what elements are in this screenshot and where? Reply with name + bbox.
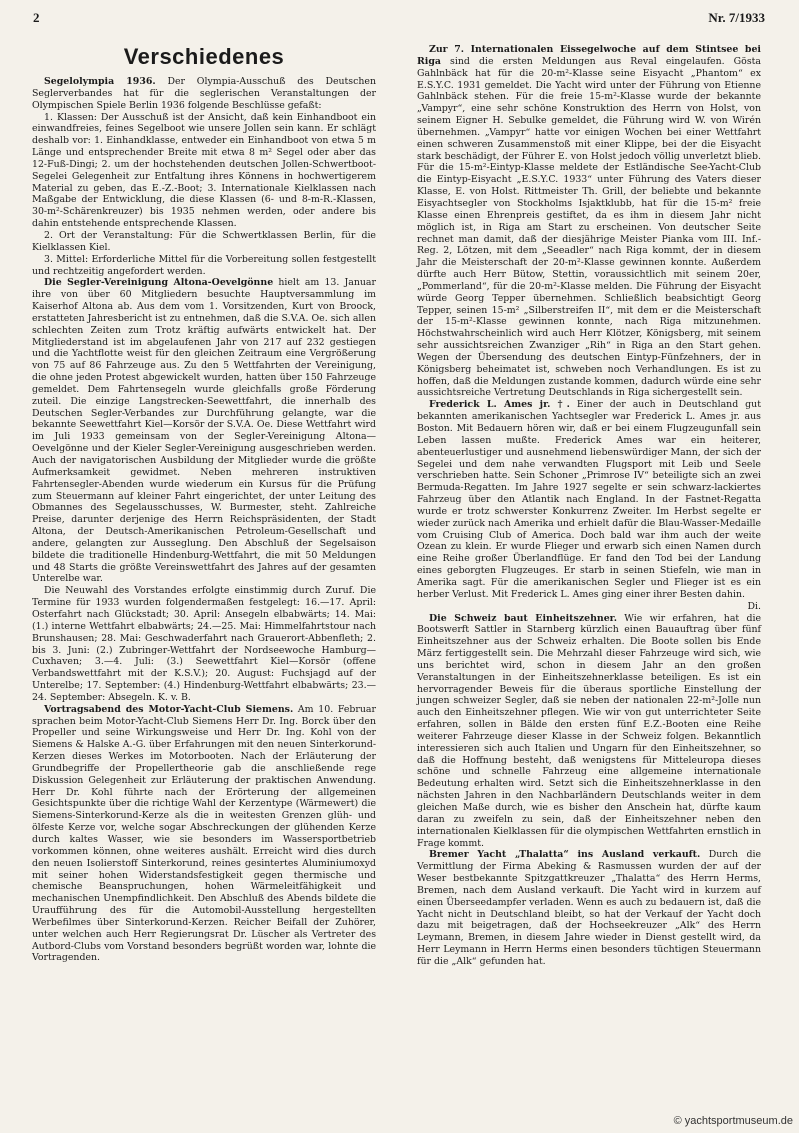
page-title: Verschiedenes bbox=[123, 44, 285, 69]
article-heading: Die Segler-Vereinigung Altona-Oevelgönne bbox=[44, 277, 274, 289]
signature-text: Di. bbox=[747, 600, 761, 612]
paragraph bbox=[417, 613, 761, 850]
paragraph bbox=[417, 849, 761, 967]
paragraph bbox=[417, 44, 761, 399]
paragraph bbox=[32, 112, 376, 230]
paragraph-text: Der Olympia-Ausschuß des Deutschen Seglerverbandes hat für die seglerischen Veranstaltungen der Olympischen Spiele Berlin 1936 folgende Beschlüsse gefaßt: bbox=[32, 76, 376, 111]
paragraph-text: Einer der auch in Deutschland gut bekannten amerikanischen Yachtsegler war Frederick L. Ames jr. aus Boston. Mit Bedauern hören wir, daß er bei einem Flugzeugunfall sein Leben lassen mußte. Frederick Ames war ein heiterer, abenteuerlustiger und ausnehmend liebenswürdiger Mann, der sich der Segelei und dem nahe verwandten Flugsport mit Leib und Seele verschrieben hatte. Sein Schoner „Primrose IV“ beteiligte sich an zwei Bermuda-Regatten. Im Jahre 1927 segelte er sein schwarz-lackiertes Fahrzeug über den Atlantik nach England. In der Fastnet-Regatta wurde er trotz schwerster Konkurrenz Zweiter. Im Herbst segelte er wieder zurück nach Amerika und erhielt dafür die Blau-Wasser-Medaille vom Cruising Club of America. Doch bald war ihm auch der weite Ozean zu klein. Er wurde Flieger und erwarb sich einen Namen durch eine Reihe großer Überlandflüge. Er fand den Tod bei der Landung eines geborgten Flugzeuges. Er starb in seinen Stiefeln, wie man in Amerika sagt. Für die amerikanischen Segler und Flieger ist es ein herber Verlust. Mit Frederick L. Ames ging einer ihrer Besten dahin. bbox=[417, 399, 762, 600]
watermark: © yachtsportmuseum.de bbox=[673, 1115, 793, 1127]
article-heading: Bremer Yacht „Thalatta“ ins Ausland verkauft. bbox=[429, 849, 701, 861]
paragraph-text: 3. Mittel: Erforderliche Mittel für die Vorbereitung sollen festgestellt und rechtzeitig angefordert werden. bbox=[32, 253, 376, 277]
paragraph-text: sind die ersten Meldungen aus Reval eingelaufen. Gösta Gahlnbäck hat für die 20-m²-Klasse seine Eisyacht „Phantom“ ex E.S.Y.C. 1931 gemeldet. Die Yacht wird unter der Führung von Etienne Gahlnbäck stehen. Für die freie 15-m²-Klasse wurde der bekannte „Vampyr“, eine sehr schöne Konstruktion des Herrn von Holst, von seinem Eigner H. Sebulke gemeldet, die Führung wird W. von Wirén übernehmen. „Vampyr“ hatte vor einigen Wochen bei einer Wettfahrt einen schweren Zusammenstoß mit einer Klippe, bei der die Eisyacht stark beschädigt, der Führer E. von Holst jedoch völlig unverletzt blieb. Für die 15-m²-Eintyp-Klasse meldete der Estländische See-Yacht-Club die Eintyp-Eisyacht „E.S.Y.C. 1933“ unter Führung des Vaters dieser Klasse, E. von Holst. Rittmeister Th. Grill, der beliebte und bekannte Eisyachtsegler von Stockholms Isjaktklubb, hat für die 15-m² freie Klasse einen Ehrenpreis gestiftet, da es ihm in diesem Jahr nicht möglich ist, in Riga am Start zu erscheinen. Von deutscher Seite rechnet man damit, daß der diesjährige Meister Pianka vom III. Inf.-Reg. 2, Lötzen, mit dem „Seeadler“ nach Riga kommt, der in diesem Jahr die Meisterschaft der 20-m²-Klasse gewinnen konnte. Außerdem dürfte auch Herr Bütow, Stettin, voraussichtlich mit seinem 20er, „Pommerland“, für die 20-m²-Klasse melden. Die Führung der Eisyacht würde Georg Tepper übernehmen. Schließlich beabsichtigt Georg Tepper, seinen 15-m² „Silberstreifen II“, mit dem er die Meisterschaft der 15-m²-Klasse gewinnen konnte, nach Riga mitzunehmen. Höchstwahrscheinlich wird auch Herr Klötzer, Königsberg, mit seinem sehr aussichtsreichen Zwanziger „Rih“ in Riga an den Start gehen. Wegen der Übersendung des deutschen Eintyp-Fünfzehners, der in Königsberg beheimatet ist, schweben noch Verhandlungen. Es ist zu hoffen, daß die Meldungen zustande kommen, dadurch würde eine sehr aussichtsreiche Vertretung Deutschlands in Riga sichergestellt sein. bbox=[417, 55, 761, 399]
paragraph-text: hielt am 13. Januar ihre von über 60 Mitgliedern besuchte Hauptversammlung im Kaiserhof Altona ab. Aus dem vom 1. Vorsitzenden, Kurt von Broock, erstatteten Jahresbericht ist zu entnehmen, daß die S.V.A. Oe. sich allen schlechten Zeiten zum Trotz kräftig aufwärts entwickelt hat. Der Mitgliederstand ist im abgelaufenen Jahr von 217 auf 232 gestiegen und die Yachtflotte weist für den gleichen Zeitraum eine Vergrößerung von 75 auf 86 Fahrzeuge aus. Zu den 5 Wettfahrten der Vereinigung, die ohne jeden Protest abgewickelt wurden, hatten über 150 Fahrzeuge gemeldet. Dem Fahrtensegeln wurde gleichfalls große Förderung zuteil. Die einzige Langstrecken-Seewettfahrt, die innerhalb des Deutschen Segler-Verbandes zur Durchführung gelangte, war die bekannte Seewettfahrt Kiel—Korsör der S.V.A. Oe. Diese Wettfahrt wird im Juli 1933 gemeinsam von der Segler-Vereinigung Altona—Oevelgönne und der Kieler Segler-Vereinigung ausgeschrieben werden. Auch der navigatorischen Ausbildung der Mitglieder wurde die größte Aufmerksamkeit gewidmet. Neben mehreren instruktiven Fahrtensegler-Abenden wurde wiederum ein Kursus für die Prüfung zum Steuermann auf kleiner Fahrt eingerichtet, der unter Leitung des Obmannes des Segelausschusses, W. Burmester, steht. Zahlreiche Preise, darunter derjenige des Herrn Reichspräsidenten, der Stadt Altona, der Deutsch-Amerikanischen Petroleum-Gesellschaft und andere, gelangten zur Ausseglung. Den Abschluß der Segelsaison bildete die traditionelle Hindenburg-Wettfahrt, die mit 50 Meldungen und 48 Starts die größte Vereinswettfahrt des Jahres auf der gesamten Unterelbe war. bbox=[32, 277, 377, 585]
paragraph bbox=[32, 76, 376, 112]
paragraph bbox=[32, 230, 376, 254]
right-column bbox=[417, 44, 761, 968]
paragraph-text: Am 10. Februar sprachen beim Motor-Yacht-Club Siemens Herr Dr. Ing. Borck über den Propeller und seine Wirkungsweise und Herr Dr. Ing. Kohl von der Siemens & Halske A.-G. über Erfahrungen mit den neuen Sinterkorund-Kerzen dieses Werkes im Motorbooten. Nach der Erläuterung der Grundbegriffe der Propellertheorie gab die anschließende rege Diskussion Gelegenheit zur Erläuterung der praktischen Anwendung. Herr Dr. Kohl führte nach der Erörterung der allgemeinen Gesichtspunkte über die richtige Wahl der Kerzentype (Wärmewert) die Siemens-Sinterkorund-Kerze als die in weitesten Grenzen glüh- und ölfeste Kerze vor, welche sogar Abschreckungen der glühenden Kerze durch kaltes Wasser, wie sie besonders im Wassersportbetrieb vorkommen können, ohne weiteres aushält. Erreicht wird dies durch den neuen Isolierstoff Sinterkorund, reines gesintertes Aluminiumoxyd mit seiner hohen Widerstandsfestigkeit gegen thermische und chemische Beanspruchungen, hohen Wärmeleitfähigkeit und mechanischen Unempfindlichkeit. Den Abschluß des Abends bildete die Uraufführung des für die Automobil-Ausstellung hergestellten Werbefilmes über Sinterkorund-Kerzen. Reicher Beifall der Zuhörer, unter welchen auch Herr Regierungsrat Dr. Lüscher als Vertreter des Autbord-Clubs vom Vorstand besonders begrüßt worden war, lohnte die Vortragenden. bbox=[32, 703, 376, 964]
paragraph-text: Durch die Vermittlung der Firma Abeking & Rasmussen wurden der auf der Weser bestbekannte Spitzgattkreuzer „Thalatta“ des Herrn Herms, Bremen, nach dem Ausland verkauft. Die Yacht wird in kurzem auf einen Überseedampfer verladen. Wenn es auch zu bedauern ist, daß die Yacht nicht in Deutschland bleibt, so hat der Verkauf der Yacht doch dazu mit beigetragen, daß der Hochseekreuzer „Alk“ des Herrn Leymann, Bremen, in diesem Jahre wieder in Dienst gestellt wird, da Herr Leymann in Herrn Herms einen besonders tüchtigen Steuermann für die „Alk“ gefunden hat. bbox=[417, 849, 761, 967]
article-heading: Segelolympia 1936. bbox=[44, 76, 156, 87]
article-heading: Vortragsabend des Motor-Yacht-Club Siemens. bbox=[44, 703, 294, 715]
paragraph-text: 1. Klassen: Der Ausschuß ist der Ansicht, daß kein Einhandboot ein einwandfreies, feines Segelboot wie unsere Jollen sein kann. Er schlägt deshalb vor: 1. Einhandklasse, entweder ein Einhandboot von etwa 5 m Länge und entsprechender Breite mit etwa 8 m² Segel oder aber das 12-Fuß-Dingi; 2. um der hochstehenden deutschen Jollen-Schwertboot-Segelei Gelegenheit zur Entfaltung ihres Könnens in hochwertigerem Material zu geben, das E.-Z.-Boot; 3. Internationale Kielklassen nach Maßgabe der Entwicklung, die diese Klassen (6- und 8-m-R.-Klassen, 30-m²-Schärenkreuzer) bis 1935 nehmen werden, oder andere bis dahin entstehende entsprechende Klassen. bbox=[32, 111, 376, 230]
signature bbox=[417, 601, 761, 613]
paragraph bbox=[32, 254, 376, 278]
paragraph-text: Die Neuwahl des Vorstandes erfolgte einstimmig durch Zuruf. Die Termine für 1933 wurden folgendermaßen festgelegt: 16.—17. April: Osterfahrt nach Glückstadt; 30. April: Ansegeln elbabwärts; 14. Mai: (1.) interne Wettfahrt elbabwärts; 24.—25. Mai: Himmelfahrtstour nach Brunshausen; 28. Mai: Geschwaderfahrt nach Grauerort-Abbenfleth; 2. bis 3. Juni: (2.) Zubringer-Wettfahrt der Nordseewoche Hamburg—Cuxhaven; 3.—4. Juli: (3.) Seewettfahrt Kiel—Korsör (offene Verbandswettfahrt mit der K.S.V.); 20. August: Fuchsjagd auf der Unterelbe; 17. September: (4.) Hindenburg-Wettfahrt elbabwärts; 23.—24. September: Absegeln. K. v. B. bbox=[32, 585, 376, 703]
paragraph bbox=[32, 704, 376, 965]
article-heading: Die Schweiz baut Einheitszehner. bbox=[429, 612, 618, 624]
paragraph bbox=[32, 277, 376, 585]
paragraph-text: Wie wir erfahren, hat die Bootswerft Sattler in Starnberg kürzlich einen Bauauftrag über fünf Einheitszehner aus der Schweiz erhalten. Die Boote sollen bis Ende März fertiggestellt sein. Die Mehrzahl dieser Fahrzeuge wird sich, wie uns berichtet wird, schon in diesem Jahr an den großen Veranstaltungen in der Einheitszehnerklasse beteiligen. Es ist ein hervorragender Beweis für die überaus sportliche Einstellung der jungen schweizer Segler, daß sie neben der nationalen 22-m²-Jolle nun auch den Einheitszehner pflegen. Wie wir von gut unterrichteter Seite erfahren, sollen in Bälde den ersten fünf E.Z.-Booten eine Reihe weiterer Fahrzeuge dieser Klasse in der Schweiz folgen. Bekanntlich interessieren sich auch Italien und Ungarn für den Einheitszehner, so daß die Hoffnung besteht, daß wenigstens für Mitteleuropa dieses schöne und schnelle Fahrzeug eine allgemeine internationale Bedeutung erhalten wird. Setzt sich die Einheitszehnerklasse in den nächsten Jahren in den Nachbarländern Deutschlands weiter in dem gleichen Maße durch, wie es bisher den Anschein hat, dürfte kaum daran zu zweifeln zu sein, daß der Einheitszehner neben den internationalen Kielklassen für die olympischen Wettfahrten ernstlich in Frage kommt. bbox=[417, 612, 761, 849]
issue-number: Nr. 7/1933 bbox=[708, 10, 765, 25]
paragraph bbox=[32, 585, 376, 703]
left-column bbox=[32, 44, 376, 964]
article-heading: Zur 7. Internationalen Eissegelwoche auf dem Stintsee bei Riga bbox=[417, 44, 761, 67]
paragraph bbox=[417, 399, 761, 600]
article-heading: Frederick L. Ames jr. †. bbox=[429, 399, 570, 411]
paragraph-text: 2. Ort der Veranstaltung: Für die Schwertklassen Berlin, für die Kielklassen Kiel. bbox=[32, 229, 376, 253]
page-number: 2 bbox=[33, 10, 40, 25]
